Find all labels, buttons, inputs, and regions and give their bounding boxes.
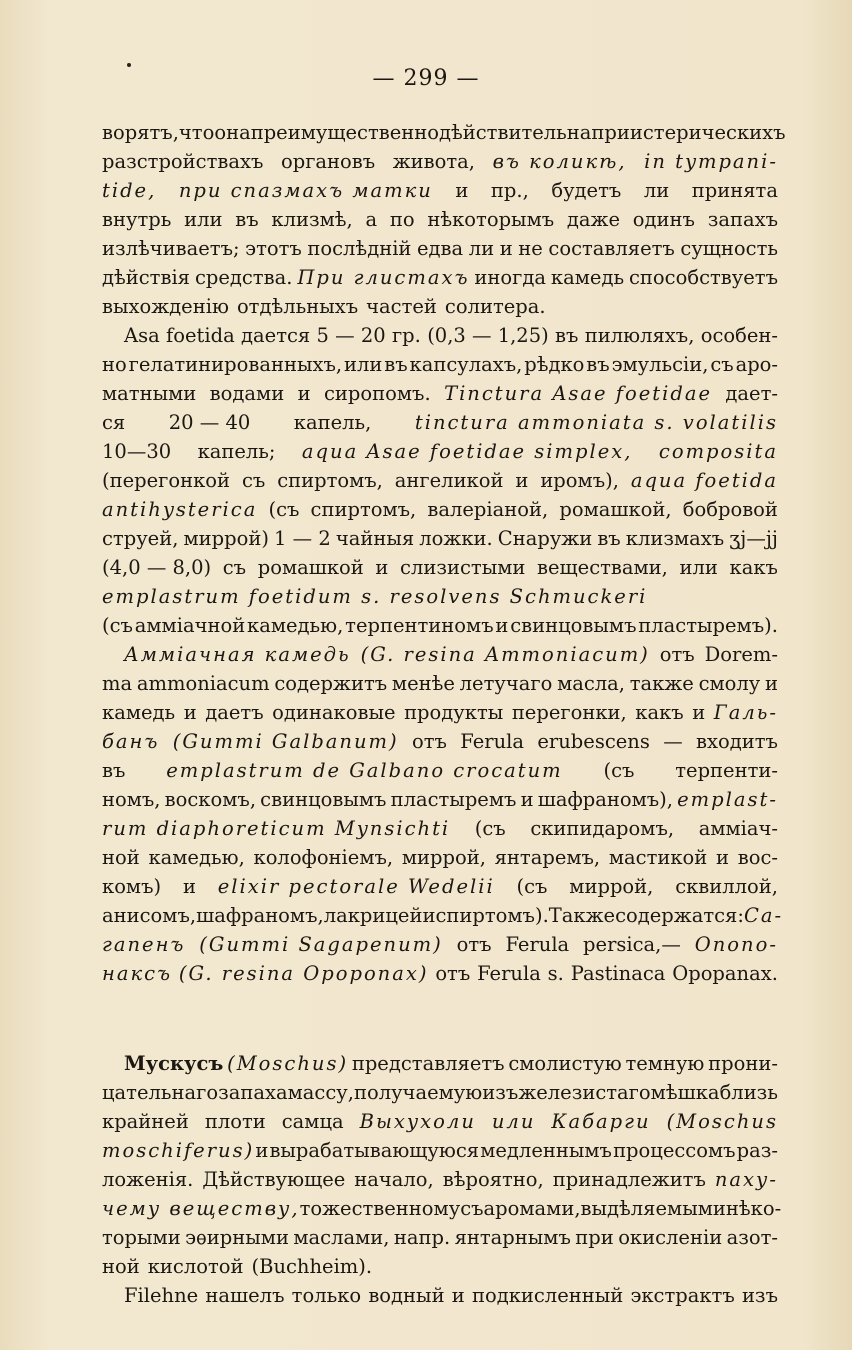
word: что [178, 121, 215, 144]
word: 20 — 40 [168, 411, 251, 434]
word: кислотой [147, 1255, 244, 1278]
word: содержитъ [274, 672, 388, 695]
word: аро- [735, 353, 778, 376]
text-line [102, 669, 778, 698]
text-line [102, 843, 778, 872]
word: въ [555, 324, 579, 347]
word: (съ [102, 614, 133, 637]
word: также [629, 672, 694, 695]
word: она [214, 121, 251, 144]
word: (4,0 — 8,0) [102, 556, 212, 579]
word: или [344, 353, 383, 376]
text-line [102, 756, 778, 785]
text-line [102, 379, 778, 408]
word: или [491, 1110, 536, 1133]
word: отъ [435, 962, 471, 985]
word: воскомъ, [164, 788, 257, 811]
text-line [102, 1107, 778, 1136]
word: солитера. [444, 295, 546, 318]
word: отъ [412, 730, 447, 753]
word: свинцовымъ [260, 788, 387, 811]
word: въ [384, 353, 408, 376]
word: содержатся: [615, 904, 744, 927]
word: клизмахъ [625, 527, 725, 550]
word: водный [368, 1284, 445, 1307]
word: принадлежитъ [552, 1168, 706, 1191]
word: отъ [659, 643, 695, 666]
word: разстройствахъ [102, 150, 264, 173]
text-line [102, 1136, 778, 1165]
word: Амміачная камедь [124, 643, 351, 666]
word: спиртомъ, [310, 498, 417, 521]
word: входитъ [696, 730, 778, 753]
word: даетъ [205, 701, 264, 724]
word: самца [281, 1110, 344, 1133]
word: — [663, 730, 683, 753]
word: темную [625, 1052, 705, 1075]
word: амміачной [134, 614, 246, 637]
word: спиртомъ). [435, 904, 549, 927]
word: экстрактъ [630, 1284, 735, 1307]
word: принята [691, 179, 778, 202]
text-line [102, 350, 778, 379]
word: aqua foetida [630, 469, 778, 492]
word: (Moschus [666, 1110, 778, 1133]
text-line [102, 814, 778, 843]
text-line [102, 205, 778, 234]
page-number: — 299 — [372, 66, 480, 91]
text-line [102, 437, 778, 466]
word: паху- [714, 1168, 778, 1191]
text-line [102, 698, 778, 727]
word: ложенiя. [102, 1168, 194, 1191]
word: а [365, 208, 378, 231]
word: свинцовымъ [510, 614, 637, 637]
word: antihysterica [102, 498, 258, 521]
word: ли [468, 237, 495, 260]
word: менѣе [391, 672, 455, 695]
text-line [102, 1252, 778, 1281]
text-line [102, 263, 778, 292]
word: не [518, 237, 543, 260]
word: нѣко- [725, 1197, 782, 1220]
word: валерiаной, [427, 498, 549, 521]
text-line [102, 727, 778, 756]
word: номъ, [102, 788, 161, 811]
text-line [102, 872, 778, 901]
text-line [102, 1078, 778, 1107]
word: чему веществу, [102, 1197, 300, 1220]
word: чайныя [335, 527, 415, 550]
word: эмульсiи, [611, 353, 709, 376]
word: масла, [557, 672, 625, 695]
word: дается [241, 324, 311, 347]
word: колофонiемъ, [253, 846, 394, 869]
word: При глистахъ [297, 266, 470, 289]
word: (0,3 — 1,25) [427, 324, 549, 347]
word: in tympani- [644, 150, 778, 173]
word: дѣйствiя [102, 266, 190, 289]
word: или [679, 556, 718, 579]
word: въ [102, 759, 126, 782]
word: банъ [102, 730, 160, 753]
word: процессомъ [613, 1139, 736, 1162]
word: смолу [698, 672, 761, 695]
word: амміач- [698, 817, 778, 840]
word: composita [658, 440, 778, 463]
word: emplastrum de Galbano crocatum [166, 759, 563, 782]
word: составляетъ [548, 237, 675, 260]
word: Выхухоли [359, 1110, 476, 1133]
word: Opopanax. [672, 962, 778, 985]
word: отдѣльныхъ [236, 295, 359, 318]
word: смолистую [508, 1052, 622, 1075]
word: внутрь [102, 208, 172, 231]
word: ворятъ, [102, 121, 179, 144]
word: тожественному [299, 1197, 461, 1220]
word: миррой) [183, 527, 269, 550]
word: 1 — 2 [274, 527, 331, 550]
word: выдѣляемыми [580, 1197, 726, 1220]
word: торыми [102, 1226, 181, 1249]
word: скипидаромъ, [530, 817, 675, 840]
word: плоти [204, 1110, 266, 1133]
word: бобровой [682, 498, 778, 521]
word: ромашкой [257, 556, 364, 579]
word: пластыремъ). [638, 614, 778, 637]
word: маслами, [293, 1226, 390, 1249]
word: (G. resina Ammoniacum) [360, 643, 650, 666]
word: какъ [635, 701, 684, 724]
word: получаемую [353, 1081, 483, 1104]
word: tide, [102, 179, 157, 202]
word: и [455, 179, 469, 202]
word: вырабатывающуюся [269, 1139, 480, 1162]
word: медленнымъ [480, 1139, 612, 1162]
word: въ [586, 353, 610, 376]
body-text [102, 118, 786, 1310]
word: комъ) [102, 875, 162, 898]
word: одинаковые [272, 701, 396, 724]
word: особен- [700, 324, 778, 347]
word: изъ [482, 1081, 519, 1104]
word: летучаго [459, 672, 553, 695]
text-line [102, 785, 778, 814]
word: и [422, 904, 436, 927]
text-line [102, 292, 778, 321]
word: камедь [102, 701, 176, 724]
word: эѳирными [185, 1226, 289, 1249]
word: цательнаго [102, 1081, 219, 1104]
word: дает- [725, 382, 778, 405]
word: aqua Asae foetidae simplex, [301, 440, 633, 463]
word: и [182, 875, 196, 898]
word: rum diaphoreticum Mynsichti [102, 817, 451, 840]
word: (Buchheim). [251, 1255, 373, 1278]
word: иногда [474, 266, 546, 289]
word: средства. [194, 266, 293, 289]
word: erubescens [537, 730, 650, 753]
word: какъ [729, 556, 778, 579]
word: Кабарги [551, 1110, 651, 1133]
word: (Gummi Galbanum) [172, 730, 399, 753]
word: при спазмахъ матки [178, 179, 433, 202]
word: даже [566, 208, 621, 231]
word: ной [102, 846, 140, 869]
word: foetida [166, 324, 235, 347]
word: окисленiи [618, 1226, 723, 1249]
word: азот- [726, 1226, 778, 1249]
word: начало, [354, 1168, 434, 1191]
word: камедью, [148, 846, 245, 869]
text-line [102, 234, 778, 263]
word: живота, [392, 150, 475, 173]
word: спиртомъ, [277, 469, 383, 492]
text-line [102, 118, 786, 147]
word: пр., [490, 179, 529, 202]
word: клизмѣ, [271, 208, 353, 231]
word: и [297, 382, 311, 405]
word: шафраномъ, [196, 904, 324, 927]
text-line [102, 582, 778, 611]
text-line [102, 1194, 782, 1223]
word: и [451, 1284, 465, 1307]
word: и [183, 701, 197, 724]
word: напр. [393, 1226, 451, 1249]
word: веществами, [537, 556, 668, 579]
word: но [102, 353, 127, 376]
text-line [102, 611, 778, 640]
word: (G. resina Opoponax) [178, 962, 429, 985]
word: истерическихъ [629, 121, 786, 144]
word: только [291, 1284, 362, 1307]
word: (съ [516, 875, 548, 898]
word: этотъ [245, 237, 302, 260]
word: частей [366, 295, 437, 318]
word: persica,— [583, 933, 681, 956]
text-line [102, 1165, 778, 1194]
word: s. [547, 962, 564, 985]
word: Мускусъ [124, 1052, 224, 1075]
word: Ferula [505, 933, 570, 956]
word: янтаремъ, [494, 846, 601, 869]
word: наксъ [102, 962, 173, 985]
word: и [495, 614, 509, 637]
word: Также [548, 904, 616, 927]
word: подкисленный [471, 1284, 624, 1307]
word: и [375, 556, 389, 579]
text-line [102, 1281, 778, 1310]
word: капель; [197, 440, 276, 463]
word: одинъ [632, 208, 695, 231]
text-line [102, 553, 778, 582]
word: ʒj—jj [729, 527, 778, 550]
word: ammoniacum [136, 672, 270, 695]
word: дѣйствительна [439, 121, 592, 144]
word: железистаго [518, 1081, 651, 1104]
text-line [102, 901, 784, 930]
word: крайней [102, 1110, 189, 1133]
word: отъ [456, 933, 492, 956]
word: по [389, 208, 415, 231]
word: способствуетъ [629, 266, 778, 289]
text-line [102, 495, 778, 524]
word: (съ [603, 759, 635, 782]
word: Галь- [713, 701, 778, 724]
word: сиропомъ. [324, 382, 431, 405]
word: сущность [680, 237, 778, 260]
word: ma [102, 672, 133, 695]
word: гр. [391, 324, 421, 347]
word: камедь [550, 266, 625, 289]
word: лакрицей [323, 904, 423, 927]
word: съ [222, 556, 247, 579]
word: съ [460, 1197, 484, 1220]
word: Asa [124, 324, 160, 347]
word: и [716, 846, 730, 869]
word: будетъ [551, 179, 622, 202]
word: Tinctura Asae foetidae [444, 382, 712, 405]
word: органовъ [280, 150, 376, 173]
word: аромами, [483, 1197, 581, 1220]
word: Снаружи [497, 527, 593, 550]
word: слизистыми [400, 556, 526, 579]
word: капель, [293, 411, 372, 434]
word: въ [597, 527, 621, 550]
word: перегонки, [511, 701, 627, 724]
word: съ [710, 353, 734, 376]
word: elixir pectorale Wedelii [217, 875, 495, 898]
word: пилюляхъ, [584, 324, 695, 347]
word: едва [417, 237, 464, 260]
word: (перегонкой [102, 469, 231, 492]
word: струей, [102, 527, 179, 550]
word: ромашкой, [559, 498, 672, 521]
text-line [102, 408, 778, 437]
word: иромъ), [540, 469, 619, 492]
word: emplastrum foetidum s. resolvens Schmuckeri [102, 585, 648, 608]
word: анисомъ, [102, 904, 197, 927]
word: прони- [708, 1052, 778, 1075]
word: миррой, [569, 875, 654, 898]
word: и [520, 788, 534, 811]
word: раз- [736, 1139, 778, 1162]
word: вос- [737, 846, 778, 869]
word: и [255, 1139, 269, 1162]
word: или [184, 208, 223, 231]
word: шафраномъ), [537, 788, 673, 811]
word: и [499, 237, 513, 260]
word: при [575, 1226, 614, 1249]
word: Опопо- [694, 933, 778, 956]
word: tinctura ammoniata s. volatilis [414, 411, 778, 434]
word: сквиллой, [675, 875, 778, 898]
word: Са- [743, 904, 784, 927]
word: преимущественно [250, 121, 439, 144]
word: массу, [287, 1081, 354, 1104]
word: матными [102, 382, 197, 405]
word: терпентиномъ [345, 614, 494, 637]
word: камедью, [247, 614, 344, 637]
word: капсулахъ, [409, 353, 523, 376]
word: запаха [218, 1081, 288, 1104]
word: (съ [268, 498, 300, 521]
word: въ коликѣ, [492, 150, 627, 173]
word: ся [102, 411, 126, 434]
word: и [692, 701, 706, 724]
word: пластыремъ [390, 788, 517, 811]
word: Дѣйствующее [202, 1168, 346, 1191]
text-line [102, 1049, 778, 1078]
word: 10—30 [102, 440, 172, 463]
word: Ferula [460, 730, 525, 753]
text-line [102, 176, 778, 205]
word: нашелъ [205, 1284, 285, 1307]
word: Pastinaca [570, 962, 666, 985]
word: послѣднiй [307, 237, 412, 260]
word: въ [235, 208, 259, 231]
text-line [102, 466, 778, 495]
word: вѣроятно, [442, 1168, 544, 1191]
word: при [591, 121, 630, 144]
word: гапенъ [102, 933, 186, 956]
word: ной [102, 1255, 140, 1278]
word: Filehne [124, 1284, 199, 1307]
word: мѣшка [650, 1081, 720, 1104]
text-line [102, 930, 778, 959]
word: Ferula [477, 962, 541, 985]
word: излѣчиваетъ; [102, 237, 240, 260]
word: 5 — 20 [316, 324, 386, 347]
word: и [515, 469, 529, 492]
word: Dorem- [704, 643, 778, 666]
text-line [102, 524, 778, 553]
word: (съ [474, 817, 506, 840]
word: водами [209, 382, 285, 405]
text-line [102, 959, 778, 988]
word: ложки. [419, 527, 493, 550]
word: янтарнымъ [454, 1226, 571, 1249]
text-line [102, 1223, 778, 1252]
word: миррой, [401, 846, 486, 869]
text-line [102, 640, 778, 669]
word: moschiferus) [102, 1139, 255, 1162]
word: рѣдко [524, 353, 585, 376]
word: (Moschus) [227, 1052, 349, 1075]
word: и [765, 672, 778, 695]
word: запахъ [707, 208, 778, 231]
word: нѣкоторымъ [427, 208, 555, 231]
text-line [102, 321, 778, 350]
word: выхожденiю [102, 295, 229, 318]
word: терпенти- [675, 759, 778, 782]
word: гелатинированныхъ, [128, 353, 343, 376]
word: (Gummi Sagapenum) [199, 933, 443, 956]
word: ли [643, 179, 670, 202]
word: изъ [741, 1284, 778, 1307]
word: продукты [404, 701, 504, 724]
word: emplast- [677, 788, 778, 811]
word: ангеликой [394, 469, 504, 492]
word: близь [719, 1081, 778, 1104]
text-line [102, 147, 778, 176]
word: представляетъ [351, 1052, 505, 1075]
word: мастикой [608, 846, 708, 869]
word: съ [241, 469, 266, 492]
